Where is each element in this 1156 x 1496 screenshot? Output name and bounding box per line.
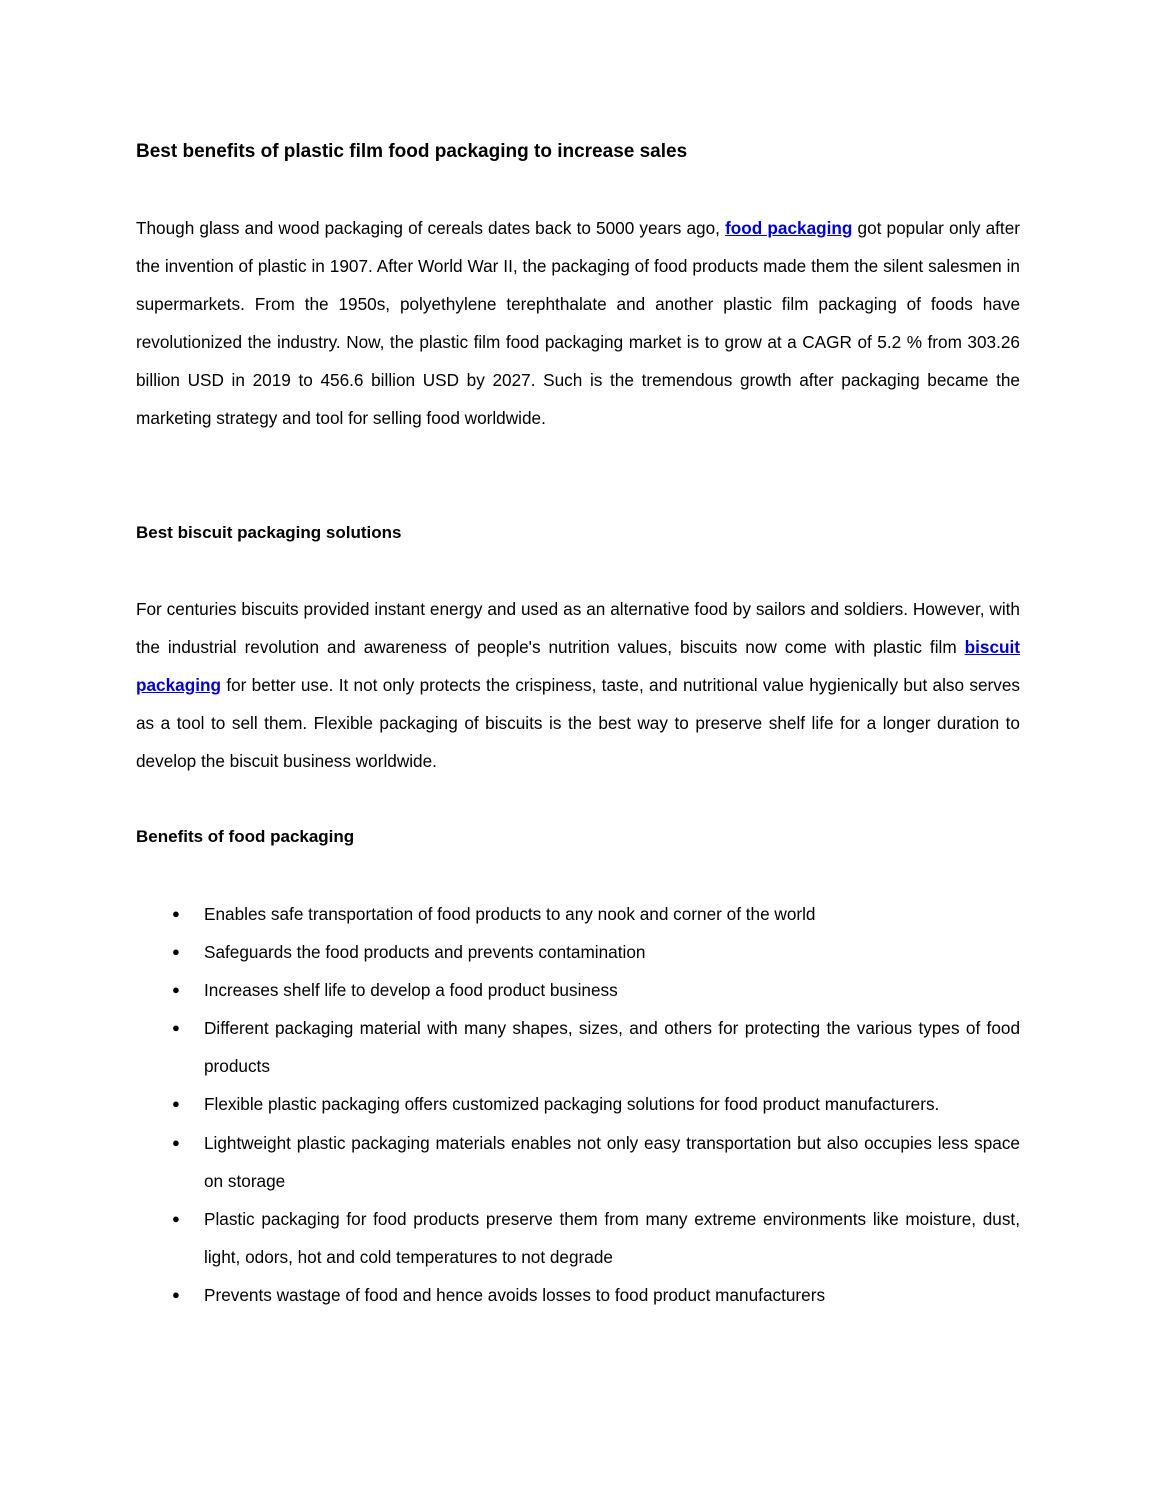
- food-packaging-link[interactable]: food packaging: [725, 218, 853, 238]
- biscuit-text-after-link: for better use. It not only protects the crispiness, taste, and nutritional value hygienically but also serves as a tool to sell them. Flexible packaging of biscuits is the best way to preserve shelf life for a longer duration to develop the biscuit business worldwide.: [136, 675, 1020, 772]
- bullet-icon: ●: [172, 1210, 180, 1226]
- list-item: [136, 1200, 1020, 1276]
- biscuit-packaging-link[interactable]: biscuit packaging: [136, 637, 1020, 696]
- bullet-icon: ●: [172, 1286, 180, 1302]
- benefits-section-heading: Benefits of food packaging: [136, 827, 355, 846]
- biscuit-text-before-link: For centuries biscuits provided instant energy and used as an alternative food by sailors and soldiers. However, with the industrial revolution and awareness of people's nutrition values, biscuits now come with plastic film: [136, 599, 1020, 658]
- list-item: [136, 1009, 1020, 1085]
- bullet-icon: ●: [172, 1020, 180, 1036]
- intro-text-before-link: Though glass and wood packaging of cereals dates back to 5000 years ago,: [136, 218, 726, 238]
- list-item: [136, 971, 1020, 1009]
- bullet-icon: ●: [172, 944, 180, 960]
- list-item-text: Increases shelf life to develop a food product business: [204, 980, 618, 1001]
- list-item-text: Plastic packaging for food products preserve them from many extreme environments like moisture, dust, light, odors, hot and cold temperatures to not degrade: [204, 1208, 1020, 1267]
- document-title: Best benefits of plastic film food packaging to increase sales: [136, 141, 688, 162]
- list-item: [136, 895, 1020, 933]
- bullet-icon: ●: [172, 906, 180, 921]
- list-item-text: Enables safe transportation of food products to any nook and corner of the world: [204, 904, 816, 924]
- list-item-text: Prevents wastage of food and hence avoids losses to food product manufacturers: [204, 1284, 826, 1305]
- intro-paragraph: [136, 209, 1020, 438]
- list-item: [136, 1276, 1020, 1314]
- benefits-list: [136, 895, 1020, 1314]
- list-item-text: Lightweight plastic packaging materials enables not only easy transportation but also occupies less space on storage: [204, 1132, 1020, 1191]
- list-item-text: Flexible plastic packaging offers customized packaging solutions for food product manufacturers.: [204, 1094, 940, 1115]
- bullet-icon: ●: [172, 982, 180, 998]
- list-item: [136, 1124, 1020, 1200]
- biscuit-paragraph: [136, 590, 1020, 780]
- list-item-text: Different packaging material with many shapes, sizes, and others for protecting the various types of food products: [204, 1018, 1020, 1077]
- bullet-icon: ●: [172, 1134, 180, 1150]
- bullet-icon: ●: [172, 1096, 180, 1112]
- biscuit-section-heading: Best biscuit packaging solutions: [136, 523, 402, 542]
- intro-text-after-link: got popular only after the invention of plastic in 1907. After World War II, the packaging of food products made them the silent salesmen in supermarkets. From the 1950s, polyethylene terephthalate and another plastic film packaging of foods have revolutionized the industry. Now, the plastic film food packaging market is to grow at a CAGR of 5.2 % from 303.26 billion USD in 2019 to 456.6 billion USD by 2027. Such is the tremendous growth after packaging became the marketing strategy and tool for selling food worldwide.: [136, 218, 1020, 429]
- list-item-text: Safeguards the food products and prevents contamination: [204, 942, 646, 963]
- list-item: [136, 1085, 1020, 1123]
- list-item: [136, 933, 1020, 971]
